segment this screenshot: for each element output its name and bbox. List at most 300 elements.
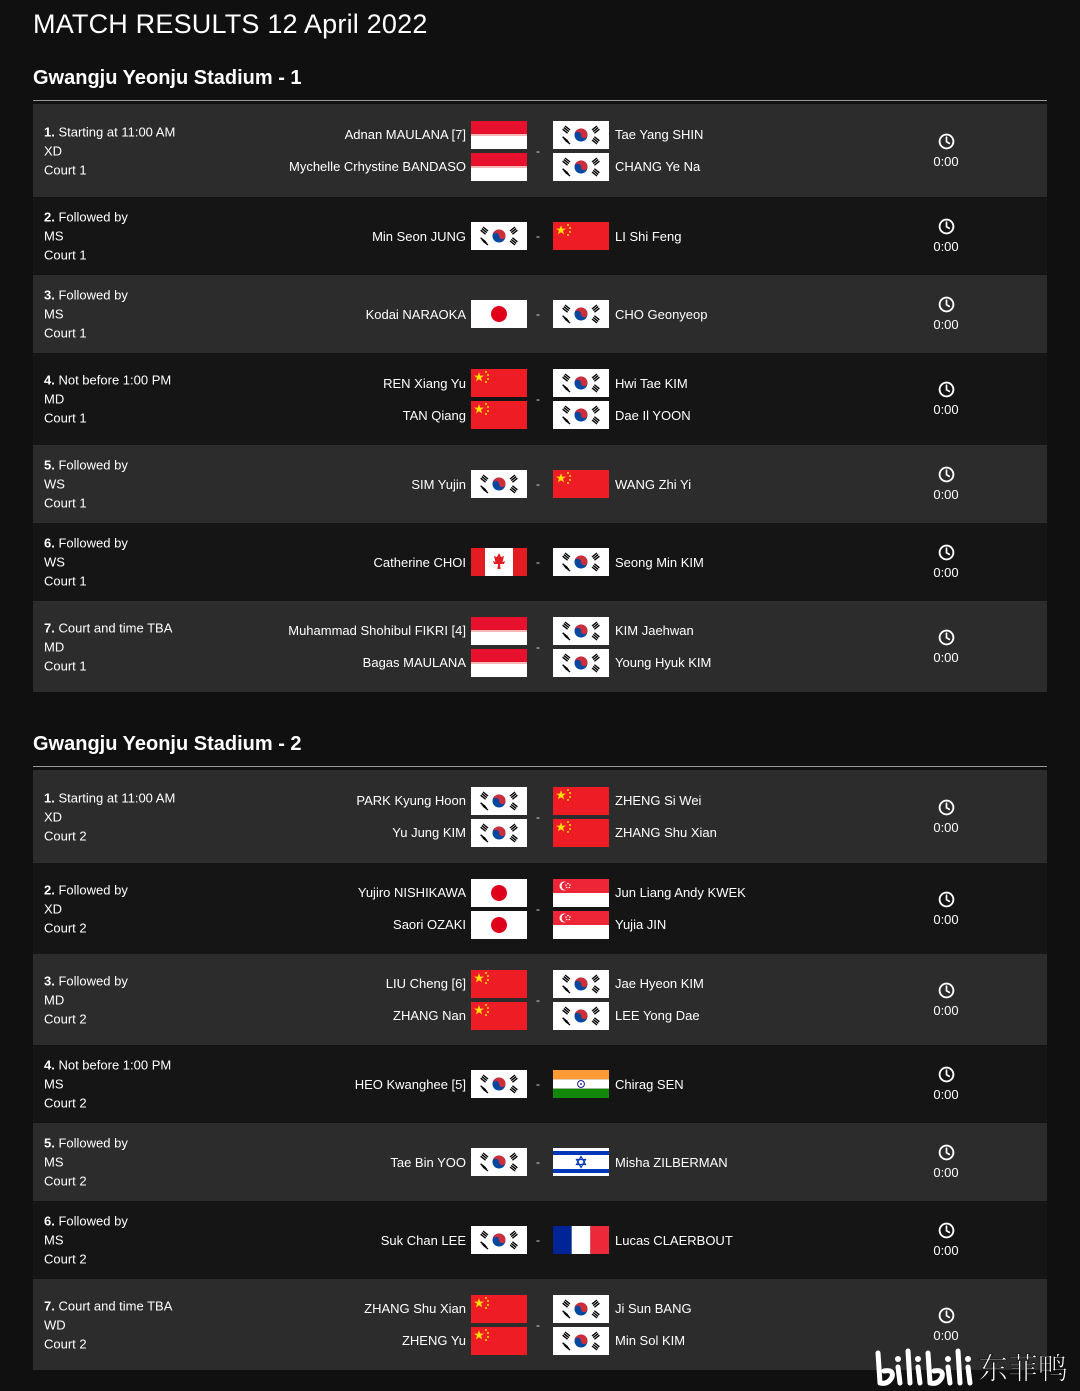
- team-left: [372, 220, 527, 252]
- match-row[interactable]: [33, 1123, 1047, 1201]
- team-right: [553, 785, 717, 849]
- korea-flag-icon: [553, 300, 609, 328]
- section-divider: [33, 766, 1047, 767]
- korea-flag-icon: [471, 787, 527, 815]
- match-time: Followed by: [58, 209, 128, 225]
- match-status: [44, 880, 128, 899]
- player-name[interactable]: Mychelle Crhystine BANDASO: [289, 159, 466, 174]
- match-duration: [923, 381, 969, 417]
- match-info: [44, 122, 175, 179]
- player-name[interactable]: ZHANG Shu Xian: [615, 825, 717, 840]
- team-right: [553, 877, 746, 941]
- player-name[interactable]: Lucas CLAERBOUT: [615, 1232, 733, 1248]
- duration-value: 0:00: [933, 565, 959, 580]
- watermark-text: 东菲鸭: [978, 1352, 1068, 1387]
- player-left[interactable]: [289, 119, 527, 151]
- player-left[interactable]: [386, 1000, 527, 1032]
- versus-dash: -: [536, 1077, 540, 1091]
- team-left: [381, 1224, 527, 1256]
- match-time: Not before 1:00 PM: [58, 372, 172, 388]
- player-name[interactable]: Min Seon JUNG: [372, 228, 466, 244]
- france-flag-icon: [553, 1226, 609, 1254]
- korea-flag-icon: [471, 1070, 527, 1098]
- player-left[interactable]: [356, 785, 527, 817]
- player-name[interactable]: Chirag SEN: [615, 1076, 684, 1092]
- player-name[interactable]: ZHANG Shu Xian: [364, 1301, 466, 1316]
- match-time: Starting at 11:00 AM: [58, 790, 176, 805]
- player-name[interactable]: Tae Bin YOO: [390, 1154, 466, 1170]
- match-status: [44, 1212, 128, 1231]
- match-duration: [923, 629, 969, 665]
- match-status: [44, 456, 128, 475]
- player-name[interactable]: Dae Il YOON: [615, 407, 691, 423]
- duration-value: 0:00: [933, 239, 959, 254]
- player-left[interactable]: [364, 1293, 527, 1325]
- player-left[interactable]: [355, 1068, 527, 1100]
- player-right[interactable]: [553, 785, 717, 817]
- clock-icon: [938, 1307, 955, 1324]
- player-name[interactable]: LEE Yong Dae: [615, 1008, 700, 1023]
- player-name[interactable]: Bagas MAULANA: [362, 655, 466, 670]
- player-right[interactable]: [553, 220, 682, 252]
- player-left[interactable]: [372, 220, 527, 252]
- match-status: [44, 534, 128, 553]
- match-event: WD: [44, 1317, 66, 1332]
- duration-value: 0:00: [933, 649, 959, 665]
- team-left: [366, 298, 527, 330]
- player-right[interactable]: [553, 546, 704, 578]
- player-name[interactable]: Saori OZAKI: [393, 917, 466, 932]
- match-court: Court 2: [44, 828, 87, 843]
- match-number: 5.: [44, 1135, 55, 1151]
- player-left[interactable]: [289, 151, 527, 183]
- versus-dash: -: [536, 639, 540, 654]
- versus-dash: -: [536, 555, 540, 569]
- match-row[interactable]: [33, 523, 1047, 601]
- singapore-flag-icon: [553, 911, 609, 939]
- match-duration: [923, 218, 969, 254]
- match-event: MS: [44, 1232, 64, 1248]
- player-right[interactable]: [553, 119, 703, 151]
- player-name[interactable]: Tae Yang SHIN: [615, 127, 704, 142]
- team-right: [553, 1146, 728, 1178]
- match-info: [44, 1056, 171, 1113]
- clock-icon: [938, 133, 955, 150]
- indonesia-flag-icon: [471, 121, 527, 149]
- player-name[interactable]: PARK Kyung Hoon: [356, 793, 466, 808]
- clock-icon: [938, 1144, 955, 1161]
- player-left[interactable]: [358, 909, 527, 941]
- versus-dash: -: [536, 143, 540, 158]
- match-status: [44, 1134, 128, 1153]
- clock-icon: [938, 1222, 955, 1239]
- match-time: Followed by: [58, 287, 128, 303]
- match-info: [44, 1134, 128, 1191]
- match-duration: [923, 1307, 969, 1343]
- china-flag-icon: [471, 1295, 527, 1323]
- match-status: [44, 971, 128, 990]
- match-status: [44, 618, 172, 637]
- match-event: WS: [44, 554, 65, 570]
- korea-flag-icon: [553, 369, 609, 397]
- player-left[interactable]: [383, 367, 527, 399]
- team-left: [411, 468, 527, 500]
- duration-value: 0:00: [933, 402, 959, 417]
- match-number: 4.: [44, 372, 55, 388]
- clock-icon: [938, 381, 955, 398]
- match-number: 3.: [44, 973, 55, 988]
- player-name[interactable]: Young Hyuk KIM: [615, 655, 712, 670]
- team-left: [358, 877, 527, 941]
- team-left: [288, 615, 527, 679]
- stadium-section-1: [33, 64, 1047, 692]
- match-court: Court 2: [44, 1173, 87, 1189]
- player-name[interactable]: LIU Cheng [6]: [385, 976, 466, 991]
- match-number: 7.: [44, 620, 55, 635]
- match-info: [44, 1212, 128, 1269]
- player-left[interactable]: [288, 647, 527, 679]
- player-name[interactable]: Ji Sun BANG: [615, 1301, 692, 1316]
- clock-icon: [938, 296, 955, 313]
- player-left[interactable]: [358, 877, 527, 909]
- versus-dash: -: [536, 992, 540, 1007]
- china-flag-icon: [471, 1002, 527, 1030]
- player-name[interactable]: Adnan MAULANA [7]: [344, 127, 466, 142]
- player-name[interactable]: Hwi Tae KIM: [615, 375, 688, 391]
- match-event: MS: [44, 306, 64, 322]
- match-event: MD: [44, 992, 65, 1007]
- team-right: [553, 546, 704, 578]
- player-right[interactable]: [553, 1000, 704, 1032]
- match-number: 6.: [44, 1213, 55, 1229]
- match-number: 1.: [44, 124, 55, 139]
- match-info: [44, 371, 171, 428]
- canada-flag-icon: [471, 548, 527, 576]
- japan-flag-icon: [471, 911, 527, 939]
- match-time: Followed by: [58, 973, 128, 988]
- duration-value: 0:00: [933, 1002, 959, 1018]
- match-time: Followed by: [58, 457, 128, 473]
- match-status: [44, 1056, 171, 1075]
- player-name[interactable]: Kodai NARAOKA: [365, 306, 466, 322]
- player-left[interactable]: [374, 546, 527, 578]
- player-name[interactable]: Seong Min KIM: [615, 554, 704, 570]
- match-court: Court 1: [44, 325, 87, 341]
- match-event: MD: [44, 639, 65, 654]
- player-right[interactable]: [553, 151, 703, 183]
- match-court: Court 1: [44, 162, 87, 177]
- match-number: 4.: [44, 1057, 55, 1073]
- japan-flag-icon: [471, 300, 527, 328]
- china-flag-icon: [471, 401, 527, 429]
- clock-icon: [938, 982, 955, 999]
- player-name[interactable]: LI Shi Feng: [615, 228, 682, 244]
- player-name[interactable]: Jae Hyeon KIM: [615, 976, 704, 991]
- team-left: [355, 1068, 527, 1100]
- section-divider: [33, 100, 1047, 101]
- clock-icon: [938, 218, 955, 235]
- match-row[interactable]: [33, 445, 1047, 523]
- china-flag-icon: [553, 222, 609, 250]
- versus-dash: -: [536, 809, 540, 824]
- match-court: Court 2: [44, 1095, 87, 1111]
- match-row[interactable]: [33, 275, 1047, 353]
- match-event: MD: [44, 391, 65, 407]
- match-info: [44, 880, 128, 937]
- stadium-section-2: [33, 730, 1047, 1370]
- player-name[interactable]: REN Xiang Yu: [383, 375, 466, 391]
- match-duration: [923, 891, 969, 927]
- player-name[interactable]: Catherine CHOI: [373, 554, 466, 570]
- china-flag-icon: [553, 787, 609, 815]
- match-duration: [923, 296, 969, 332]
- team-left: [364, 1293, 527, 1357]
- page-title: MATCH RESULTS 12 April 2022: [33, 9, 428, 39]
- team-right: [553, 119, 703, 183]
- team-left: [390, 1146, 527, 1178]
- player-right[interactable]: [553, 968, 704, 1000]
- match-court: Court 1: [44, 573, 87, 589]
- match-court: Court 2: [44, 1336, 87, 1351]
- team-right: [553, 1293, 692, 1357]
- player-name[interactable]: Misha ZILBERMAN: [615, 1154, 728, 1170]
- match-status: [44, 286, 128, 305]
- match-info: [44, 788, 175, 845]
- match-court: Court 1: [44, 495, 87, 511]
- team-left: [386, 968, 527, 1032]
- match-status: [44, 371, 171, 390]
- duration-value: 0:00: [933, 1243, 959, 1258]
- player-right[interactable]: [553, 615, 711, 647]
- player-right[interactable]: [553, 1224, 733, 1256]
- china-flag-icon: [471, 1327, 527, 1355]
- section-title: Gwangju Yeonju Stadium - 1: [33, 67, 302, 89]
- team-left: [356, 785, 527, 849]
- team-left: [374, 546, 527, 578]
- match-row[interactable]: [33, 863, 1047, 954]
- korea-flag-icon: [471, 222, 527, 250]
- versus-dash: -: [536, 1233, 540, 1247]
- china-flag-icon: [553, 470, 609, 498]
- player-name[interactable]: Min Sol KIM: [615, 1333, 686, 1348]
- india-flag-icon: [553, 1070, 609, 1098]
- match-court: Court 1: [44, 658, 87, 673]
- match-court: Court 2: [44, 1011, 87, 1026]
- player-left[interactable]: [381, 1224, 527, 1256]
- match-number: 5.: [44, 457, 55, 473]
- korea-flag-icon: [553, 649, 609, 677]
- clock-icon: [938, 891, 955, 908]
- player-name[interactable]: Muhammad Shohibul FIKRI [4]: [288, 623, 466, 638]
- korea-flag-icon: [471, 470, 527, 498]
- duration-value: 0:00: [933, 317, 959, 332]
- korea-flag-icon: [553, 153, 609, 181]
- match-number: 6.: [44, 535, 55, 551]
- match-duration: [923, 466, 969, 502]
- match-info: [44, 286, 128, 343]
- match-duration: [923, 544, 969, 580]
- korea-flag-icon: [553, 401, 609, 429]
- match-time: Followed by: [58, 1135, 128, 1151]
- player-name[interactable]: SIM Yujin: [411, 476, 466, 492]
- player-left[interactable]: [386, 968, 527, 1000]
- match-status: [44, 788, 175, 807]
- israel-flag-icon: [553, 1148, 609, 1176]
- player-right[interactable]: [553, 817, 717, 849]
- clock-icon: [938, 629, 955, 646]
- match-court: Court 1: [44, 247, 87, 263]
- china-flag-icon: [471, 369, 527, 397]
- player-right[interactable]: [553, 909, 746, 941]
- clock-icon: [938, 1066, 955, 1083]
- match-row[interactable]: [33, 1201, 1047, 1279]
- match-time: Court and time TBA: [58, 620, 173, 635]
- match-row[interactable]: [33, 601, 1047, 692]
- match-info: [44, 971, 128, 1028]
- match-duration: [923, 1066, 969, 1102]
- match-row[interactable]: [33, 770, 1047, 863]
- match-court: Court 1: [44, 410, 87, 426]
- match-event: WS: [44, 476, 65, 492]
- match-event: MS: [44, 228, 64, 244]
- team-right: [553, 468, 691, 500]
- player-right[interactable]: [553, 877, 746, 909]
- player-left[interactable]: [390, 1146, 527, 1178]
- indonesia-flag-icon: [471, 649, 527, 677]
- china-flag-icon: [471, 970, 527, 998]
- match-event: XD: [44, 809, 63, 824]
- match-duration: [923, 982, 969, 1018]
- match-number: 3.: [44, 287, 55, 303]
- player-name[interactable]: TAN Qiang: [402, 407, 466, 423]
- player-left[interactable]: [366, 298, 527, 330]
- match-event: MS: [44, 1154, 64, 1170]
- match-court: Court 2: [44, 1251, 87, 1267]
- match-row[interactable]: [33, 1045, 1047, 1123]
- china-flag-icon: [553, 819, 609, 847]
- indonesia-flag-icon: [471, 617, 527, 645]
- match-status: [44, 122, 175, 141]
- match-duration: [923, 799, 969, 835]
- clock-icon: [938, 544, 955, 561]
- match-info: [44, 618, 172, 675]
- match-duration: [923, 1222, 969, 1258]
- korea-flag-icon: [553, 1327, 609, 1355]
- korea-flag-icon: [553, 1295, 609, 1323]
- match-info: [44, 534, 128, 591]
- player-right[interactable]: [553, 1146, 728, 1178]
- player-right[interactable]: [553, 1325, 692, 1357]
- korea-flag-icon: [553, 970, 609, 998]
- duration-value: 0:00: [933, 1327, 959, 1343]
- versus-dash: -: [536, 307, 540, 321]
- player-left[interactable]: [356, 817, 527, 849]
- player-right[interactable]: [553, 468, 691, 500]
- team-right: [553, 220, 682, 252]
- match-status: [44, 208, 128, 227]
- match-time: Not before 1:00 PM: [58, 1057, 172, 1073]
- player-name[interactable]: HEO Kwanghee [5]: [354, 1076, 466, 1092]
- match-event: XD: [44, 901, 63, 916]
- player-name[interactable]: Suk Chan LEE: [380, 1232, 466, 1248]
- korea-flag-icon: [553, 617, 609, 645]
- team-right: [553, 1224, 733, 1256]
- player-name[interactable]: CHO Geonyeop: [615, 306, 708, 322]
- match-number: 2.: [44, 209, 55, 225]
- player-right[interactable]: [553, 1293, 692, 1325]
- match-duration: [923, 133, 969, 169]
- team-right: [553, 298, 708, 330]
- player-name[interactable]: ZHANG Nan: [393, 1008, 466, 1023]
- team-right: [553, 1068, 684, 1100]
- player-name[interactable]: Yu Jung KIM: [392, 825, 466, 840]
- player-left[interactable]: [411, 468, 527, 500]
- match-time: Followed by: [58, 1213, 128, 1229]
- match-info: [44, 456, 128, 513]
- match-info: [44, 1296, 172, 1353]
- clock-icon: [938, 466, 955, 483]
- versus-dash: -: [536, 901, 540, 916]
- match-time: Followed by: [58, 882, 128, 897]
- player-name[interactable]: ZHENG Yu: [401, 1333, 466, 1348]
- player-left[interactable]: [383, 399, 527, 431]
- player-right[interactable]: [553, 399, 691, 431]
- duration-value: 0:00: [933, 487, 959, 502]
- player-name[interactable]: Yujia JIN: [615, 917, 667, 932]
- player-name[interactable]: Jun Liang Andy KWEK: [615, 885, 746, 900]
- match-row[interactable]: [33, 353, 1047, 445]
- player-name[interactable]: WANG Zhi Yi: [615, 476, 692, 492]
- player-right[interactable]: [553, 367, 691, 399]
- player-name[interactable]: CHANG Ye Na: [615, 159, 701, 174]
- duration-value: 0:00: [933, 153, 959, 169]
- match-number: 1.: [44, 790, 55, 805]
- player-name[interactable]: ZHENG Si Wei: [615, 793, 702, 808]
- duration-value: 0:00: [933, 911, 959, 927]
- clock-icon: [938, 799, 955, 816]
- versus-dash: -: [536, 1155, 540, 1169]
- player-name[interactable]: KIM Jaehwan: [615, 623, 694, 638]
- match-row[interactable]: [33, 104, 1047, 197]
- korea-flag-icon: [553, 548, 609, 576]
- duration-value: 0:00: [933, 1087, 959, 1102]
- player-right[interactable]: [553, 647, 711, 679]
- match-info: [44, 208, 128, 265]
- match-time: Followed by: [58, 535, 128, 551]
- team-left: [383, 367, 527, 431]
- player-name[interactable]: Yujiro NISHIKAWA: [357, 885, 466, 900]
- match-duration: [923, 1144, 969, 1180]
- duration-value: 0:00: [933, 1165, 959, 1180]
- match-row[interactable]: [33, 197, 1047, 275]
- match-court: Court 2: [44, 920, 87, 935]
- match-time: Starting at 11:00 AM: [58, 124, 176, 139]
- korea-flag-icon: [553, 121, 609, 149]
- player-right[interactable]: [553, 1068, 684, 1100]
- player-right[interactable]: [553, 298, 708, 330]
- korea-flag-icon: [471, 819, 527, 847]
- player-left[interactable]: [288, 615, 527, 647]
- match-number: 7.: [44, 1298, 55, 1313]
- singapore-flag-icon: [553, 879, 609, 907]
- match-row[interactable]: [33, 954, 1047, 1045]
- duration-value: 0:00: [933, 819, 959, 835]
- team-right: [553, 367, 691, 431]
- section-title: Gwangju Yeonju Stadium - 2: [33, 733, 302, 755]
- team-right: [553, 968, 704, 1032]
- match-number: 2.: [44, 882, 55, 897]
- player-left[interactable]: [364, 1325, 527, 1357]
